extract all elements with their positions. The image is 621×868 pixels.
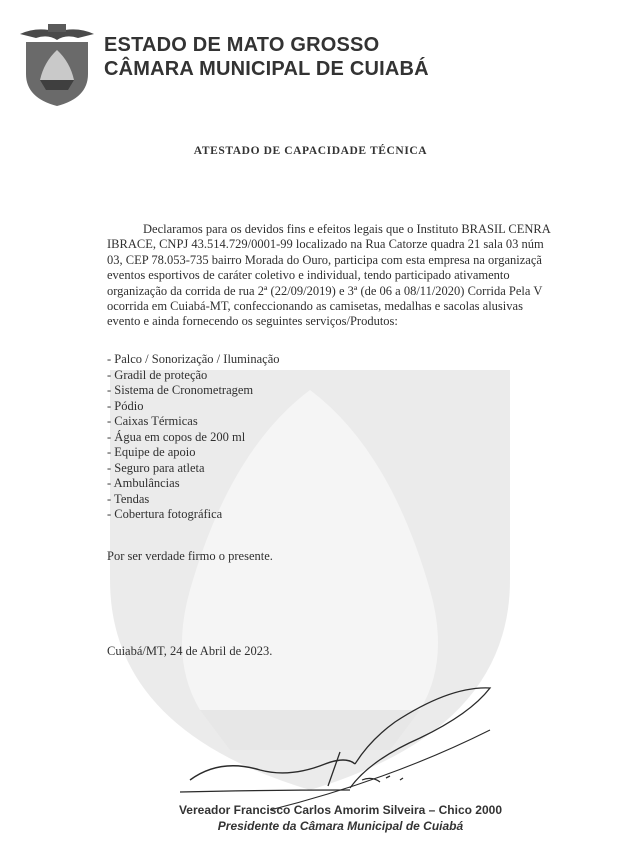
paragraph-line: eventos esportivos de caráter coletivo e individual, tendo participado ativamento (107, 268, 510, 283)
signatory-name: Vereador Francisco Carlos Amorim Silveira – Chico 2000 (178, 803, 503, 817)
service-item: - Caixas Térmicas (107, 414, 198, 428)
services-list (107, 352, 280, 523)
service-item: - Palco / Sonorização / Iluminação (107, 352, 280, 366)
service-item: - Cobertura fotográfica (107, 507, 223, 521)
paragraph-line: Declaramos para os devidos fins e efeitos legais que o Instituto BRASIL CENRA (143, 222, 551, 236)
document-title: ATESTADO DE CAPACIDADE TÉCNICA (193, 145, 428, 157)
paragraph-line: organização da corrida de rua 2ª (22/09/2019) e 3ª (de 06 a 08/11/2020) Corrida Pela V (107, 283, 543, 298)
service-item: - Ambulâncias (107, 476, 180, 490)
service-item: - Gradil de proteção (107, 367, 208, 382)
service-item: - Tendas (107, 491, 150, 506)
signatory-role: Presidente da Câmara Municipal de Cuiabá (217, 819, 464, 833)
paragraph-line: evento e ainda fornecendo os seguintes serviços/Produtos: (107, 314, 398, 329)
service-item: - Sistema de Cronometragem (107, 383, 254, 397)
paragraph-line: IBRACE, CNPJ 43.514.729/0001-99 localizado na Rua Catorze quadra 21 sala 03 núm (107, 237, 544, 252)
service-item: - Pódio (107, 398, 144, 413)
chamber-heading: CÂMARA MUNICIPAL DE CUIABÁ (104, 58, 429, 80)
paragraph-line: 03, CEP 78.053-735 bairro Morada do Ouro, participa com esta empresa na organizaçã (107, 252, 542, 267)
declaration-paragraph (107, 222, 621, 330)
paragraph-line: ocorrida em Cuiabá-MT, confeccionando as camisetas, medalhas e sacolas alusivas (107, 298, 523, 313)
handwritten-signature (150, 660, 580, 820)
place-and-date: Cuiabá/MT, 24 de Abril de 2023. (107, 644, 273, 658)
service-item: - Água em copos de 200 ml (107, 429, 246, 444)
closing-statement: Por ser verdade firmo o presente. (107, 549, 273, 563)
coat-of-arms-logo (18, 22, 96, 108)
service-item: - Equipe de apoio (107, 445, 196, 459)
service-item: - Seguro para atleta (107, 460, 205, 475)
state-heading: ESTADO DE MATO GROSSO (104, 34, 380, 56)
